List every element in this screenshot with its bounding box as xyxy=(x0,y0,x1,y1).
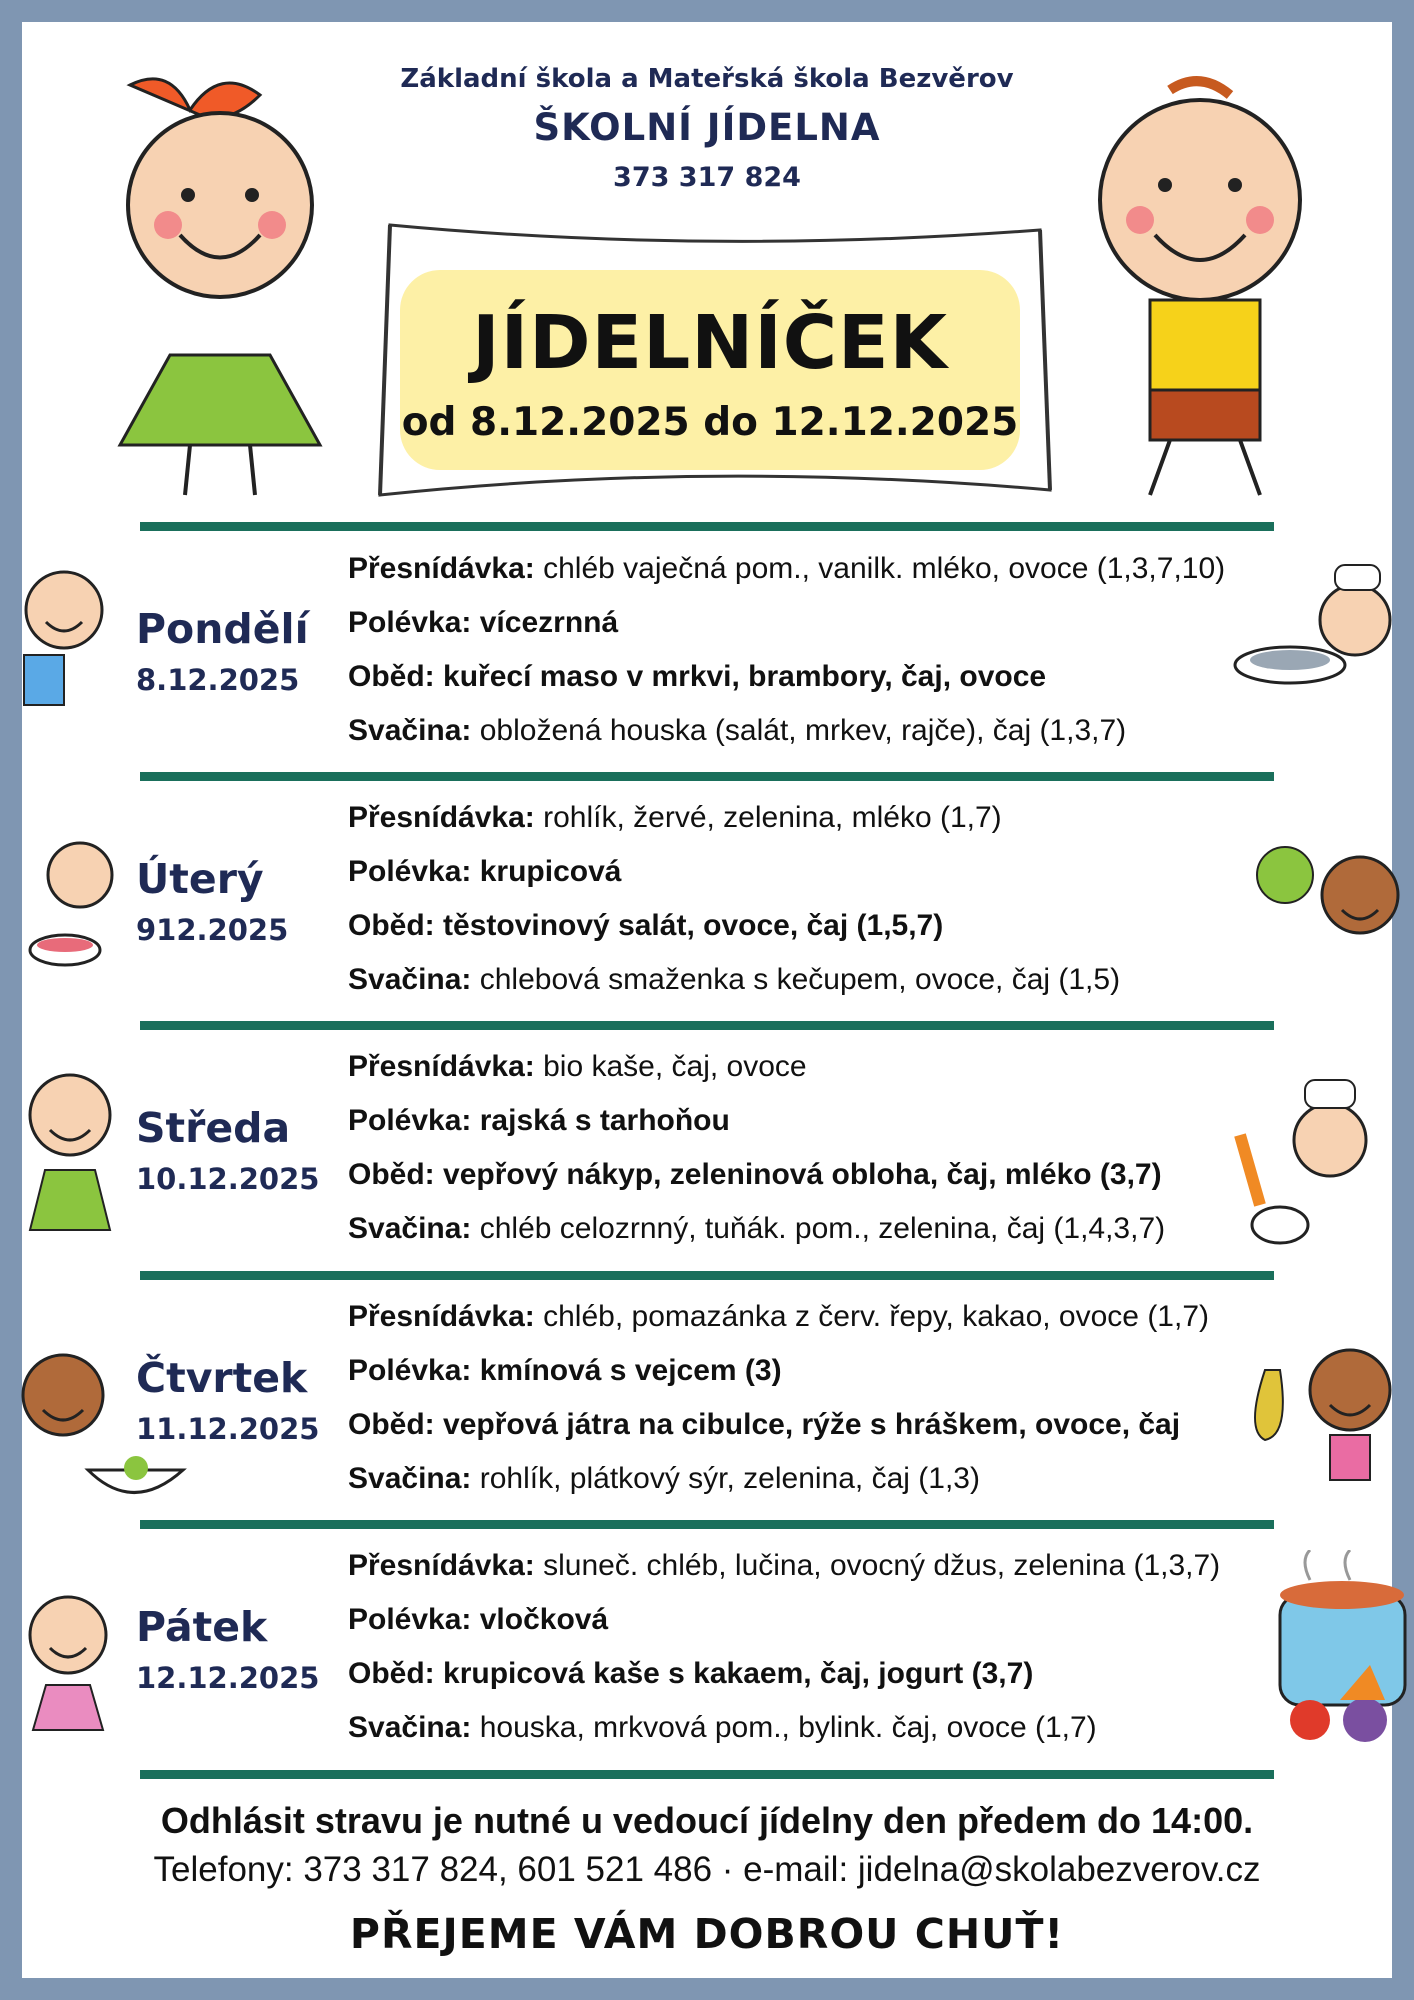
snack-line xyxy=(348,1711,1097,1745)
day-date-monday: 8.12.2025 xyxy=(136,663,300,697)
snack-text: rohlík, plátkový sýr, zelenina, čaj (1,3) xyxy=(479,1462,980,1495)
day-name-friday: Pátek xyxy=(136,1603,268,1651)
lunch-text: vepřová játra na cibulce, rýže s hráškem, ovoce, čaj xyxy=(443,1408,1181,1441)
day-date-wednesday: 10.12.2025 xyxy=(136,1162,320,1196)
snack-line xyxy=(348,1212,1165,1246)
menu-date-range: od 8.12.2025 do 12.12.2025 xyxy=(401,400,1019,445)
divider xyxy=(140,1271,1274,1280)
girl-illustration xyxy=(80,55,350,505)
breakfast-text: sluneč. chléb, lučina, ovocný džus, zelenina (1,3,7) xyxy=(543,1549,1221,1582)
day-date-friday: 12.12.2025 xyxy=(136,1661,320,1695)
lunch-label: Oběd: xyxy=(348,1158,435,1191)
snack-text: chlebová smaženka s kečupem, ovoce, čaj (1,5) xyxy=(479,963,1121,996)
breakfast-line xyxy=(348,1050,807,1084)
soup-line xyxy=(348,1354,782,1388)
lunch-line xyxy=(348,1408,1180,1442)
snack-line xyxy=(348,963,1120,997)
divider xyxy=(140,1520,1274,1529)
soup-text: rajská s tarhoňou xyxy=(479,1104,730,1137)
soup-text: vícezrnná xyxy=(479,606,619,639)
canteen-phone: 373 317 824 xyxy=(613,162,801,193)
kid-illustration xyxy=(8,1580,128,1760)
soup-label: Polévka: xyxy=(348,1104,472,1137)
kid-illustration xyxy=(10,1060,130,1260)
soup-text: vločková xyxy=(479,1603,609,1636)
kid-with-pear-illustration xyxy=(1235,1310,1414,1510)
soup-text: krupicová xyxy=(479,855,622,888)
school-name: Základní škola a Mateřská škola Bezvěrov xyxy=(400,64,1014,94)
lunch-line xyxy=(348,1657,1033,1691)
snack-line xyxy=(348,1462,980,1496)
soup-line xyxy=(348,855,621,889)
breakfast-line xyxy=(348,552,1225,586)
soup-text: kmínová s vejcem (3) xyxy=(479,1354,782,1387)
lunch-text: kuřecí maso v mrkvi, brambory, čaj, ovoce xyxy=(443,660,1047,693)
lunch-label: Oběd: xyxy=(348,1657,435,1690)
divider xyxy=(140,1770,1274,1779)
kid-with-salad-illustration xyxy=(8,1340,188,1510)
day-name-monday: Pondělí xyxy=(136,605,309,653)
lunch-line xyxy=(348,1158,1162,1192)
lunch-label: Oběd: xyxy=(348,660,435,693)
snack-text: chléb celozrnný, tuňák. pom., zelenina, čaj (1,4,3,7) xyxy=(479,1212,1166,1245)
day-name-tuesday: Úterý xyxy=(136,855,264,903)
kid-with-broccoli-illustration xyxy=(1250,840,1410,990)
chef-kid-illustration xyxy=(1220,555,1400,725)
vegetable-pot-illustration xyxy=(1270,1550,1410,1760)
chef-kid-illustration xyxy=(1220,1065,1410,1255)
lunch-line xyxy=(348,660,1046,694)
lunch-line xyxy=(348,909,943,943)
breakfast-label: Přesnídávka: xyxy=(348,801,535,834)
breakfast-text: rohlík, žervé, zelenina, mléko (1,7) xyxy=(543,801,1002,834)
soup-label: Polévka: xyxy=(348,855,472,888)
divider xyxy=(140,772,1274,781)
day-date-thursday: 11.12.2025 xyxy=(136,1412,320,1446)
divider xyxy=(140,1021,1274,1030)
breakfast-text: bio kaše, čaj, ovoce xyxy=(543,1050,807,1083)
breakfast-line xyxy=(348,1549,1220,1583)
closing-wish: PŘEJEME VÁM DOBROU CHUŤ! xyxy=(349,1910,1065,1958)
soup-line xyxy=(348,1104,730,1138)
menu-title: JÍDELNÍČEK xyxy=(472,300,948,386)
breakfast-text: chléb, pomazánka z červ. řepy, kakao, ovoce (1,7) xyxy=(543,1300,1209,1333)
breakfast-label: Přesnídávka: xyxy=(348,1300,535,1333)
contact-line: Telefony: 373 317 824, 601 521 486 · e-mail: jidelna@skolabezverov.cz xyxy=(153,1850,1261,1889)
lunch-text: krupicová kaše s kakaem, čaj, jogurt (3,7) xyxy=(443,1657,1034,1690)
unsubscribe-note: Odhlásit stravu je nutné u vedoucí jídelny den předem do 14:00. xyxy=(160,1800,1254,1841)
kid-illustration xyxy=(10,835,130,975)
snack-text: houska, mrkvová pom., bylink. čaj, ovoce (1,7) xyxy=(479,1711,1097,1744)
snack-text: obložená houska (salát, mrkev, rajče), čaj (1,3,7) xyxy=(479,714,1127,747)
boy-illustration xyxy=(1060,70,1340,510)
snack-label: Svačina: xyxy=(348,963,472,996)
snack-line xyxy=(348,714,1126,748)
snack-label: Svačina: xyxy=(348,1212,472,1245)
soup-line xyxy=(348,606,618,640)
breakfast-text: chléb vaječná pom., vanilk. mléko, ovoce (1,3,7,10) xyxy=(543,552,1226,585)
lunch-text: vepřový nákyp, zeleninová obloha, čaj, mléko (3,7) xyxy=(443,1158,1162,1191)
snack-label: Svačina: xyxy=(348,1711,472,1744)
breakfast-label: Přesnídávka: xyxy=(348,1549,535,1582)
day-name-wednesday: Středa xyxy=(136,1104,291,1152)
breakfast-label: Přesnídávka: xyxy=(348,552,535,585)
lunch-label: Oběd: xyxy=(348,909,435,942)
snack-label: Svačina: xyxy=(348,714,472,747)
canteen-title: ŠKOLNÍ JÍDELNA xyxy=(533,106,881,149)
soup-label: Polévka: xyxy=(348,1354,472,1387)
soup-label: Polévka: xyxy=(348,1603,472,1636)
breakfast-line xyxy=(348,1300,1209,1334)
soup-label: Polévka: xyxy=(348,606,472,639)
snack-label: Svačina: xyxy=(348,1462,472,1495)
breakfast-line xyxy=(348,801,1002,835)
day-date-tuesday: 912.2025 xyxy=(136,913,289,947)
lunch-text: těstovinový salát, ovoce, čaj (1,5,7) xyxy=(443,909,944,942)
soup-line xyxy=(348,1603,608,1637)
breakfast-label: Přesnídávka: xyxy=(348,1050,535,1083)
divider xyxy=(140,522,1274,531)
day-name-thursday: Čtvrtek xyxy=(136,1354,308,1402)
kid-illustration xyxy=(14,560,114,710)
lunch-label: Oběd: xyxy=(348,1408,435,1441)
